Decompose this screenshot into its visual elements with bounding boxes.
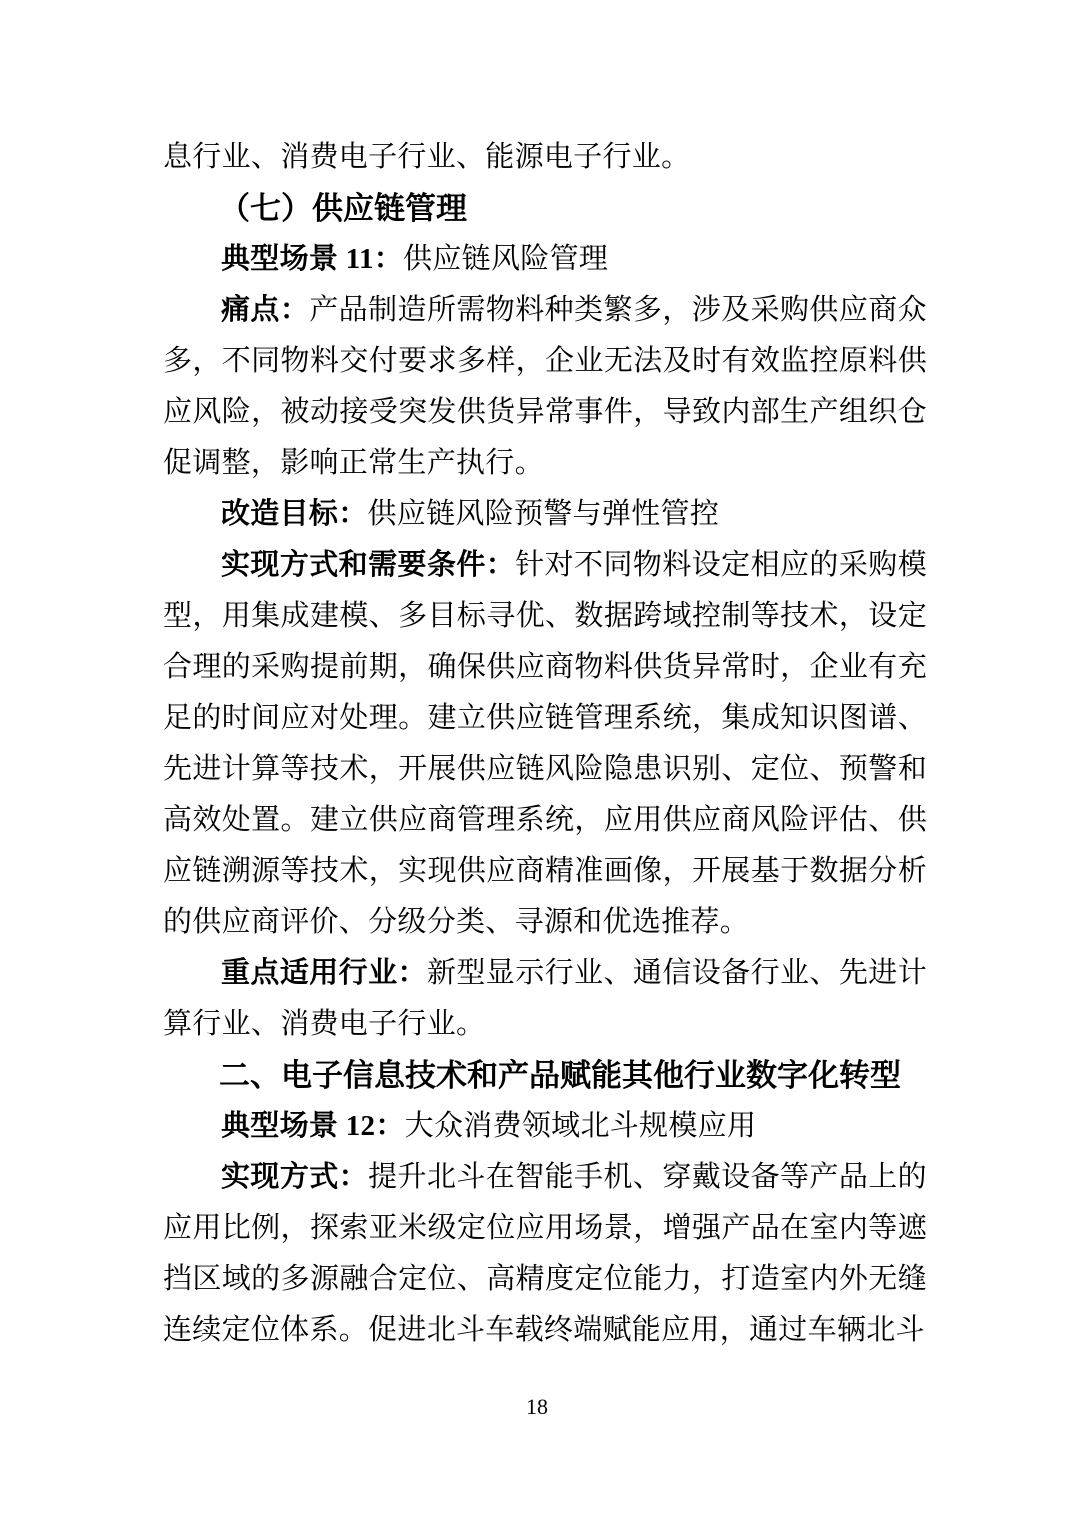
scene-11-line bbox=[163, 234, 927, 285]
key-industries-11-lead: 重点适用行业： bbox=[221, 957, 427, 989]
paragraph-continuation: 息行业、消费电子行业、能源电子行业。 bbox=[163, 141, 691, 173]
key-industries-11-paragraph bbox=[163, 948, 927, 1050]
section-heading-7: （七）供应链管理 bbox=[219, 191, 467, 226]
scene-11-title: 供应链风险管理 bbox=[403, 243, 609, 275]
pain-point-text: 产品制造所需物料种类繁多，涉及采购供应商众多，不同物料交付要求多样，企业无法及时有效监控原料供应风险，被动接受突发供货异常事件，导致内部生产组织仓促调整，影响正常生产执行。 bbox=[163, 294, 927, 479]
scene-12-lead: 典型场景 12： bbox=[221, 1110, 405, 1142]
implementation-11-paragraph bbox=[163, 540, 927, 948]
scene-11-lead: 典型场景 11： bbox=[221, 243, 404, 275]
document-body bbox=[163, 132, 927, 1356]
pain-point-paragraph bbox=[163, 285, 927, 489]
implementation-12-text: 提升北斗在智能手机、穿戴设备等产品上的应用比例，探索亚米级定位应用场景，增强产品在室内等遮挡区域的多源融合定位、高精度定位能力，打造室内外无缝连续定位体系。促进北斗车载终端赋能应用，通过车辆北斗 bbox=[163, 1161, 927, 1346]
pain-point-lead: 痛点： bbox=[221, 294, 310, 326]
implementation-12-lead: 实现方式： bbox=[221, 1161, 369, 1193]
key-industries-11-text: 新型显示行业、通信设备行业、先进计算行业、消费电子行业。 bbox=[163, 957, 927, 1040]
scene-12-line bbox=[163, 1101, 927, 1152]
transform-goal-text: 供应链风险预警与弹性管控 bbox=[367, 498, 720, 530]
implementation-11-lead: 实现方式和需要条件： bbox=[221, 549, 516, 581]
transform-goal-lead: 改造目标： bbox=[221, 498, 368, 530]
implementation-11-text: 针对不同物料设定相应的采购模型，用集成建模、多目标寻优、数据跨域控制等技术，设定合理的采购提前期，确保供应商物料供货异常时，企业有充足的时间应对处理。建立供应链管理系统，集成知识图谱、先进计算等技术，开展供应链风险隐患识别、定位、预警和高效处置。建立供应商管理系统，应用供应商风险评估、供应链溯源等技术，实现供应商精准画像，开展基于数据分析的供应商评价、分级分类、寻源和优选推荐。 bbox=[163, 549, 927, 938]
transform-goal-line bbox=[163, 489, 927, 540]
implementation-12-paragraph bbox=[163, 1152, 927, 1356]
section-heading-2: 二、电子信息技术和产品赋能其他行业数字化转型 bbox=[219, 1058, 901, 1093]
scene-12-title: 大众消费领域北斗规模应用 bbox=[404, 1110, 757, 1142]
page-number: 18 bbox=[526, 1394, 548, 1419]
